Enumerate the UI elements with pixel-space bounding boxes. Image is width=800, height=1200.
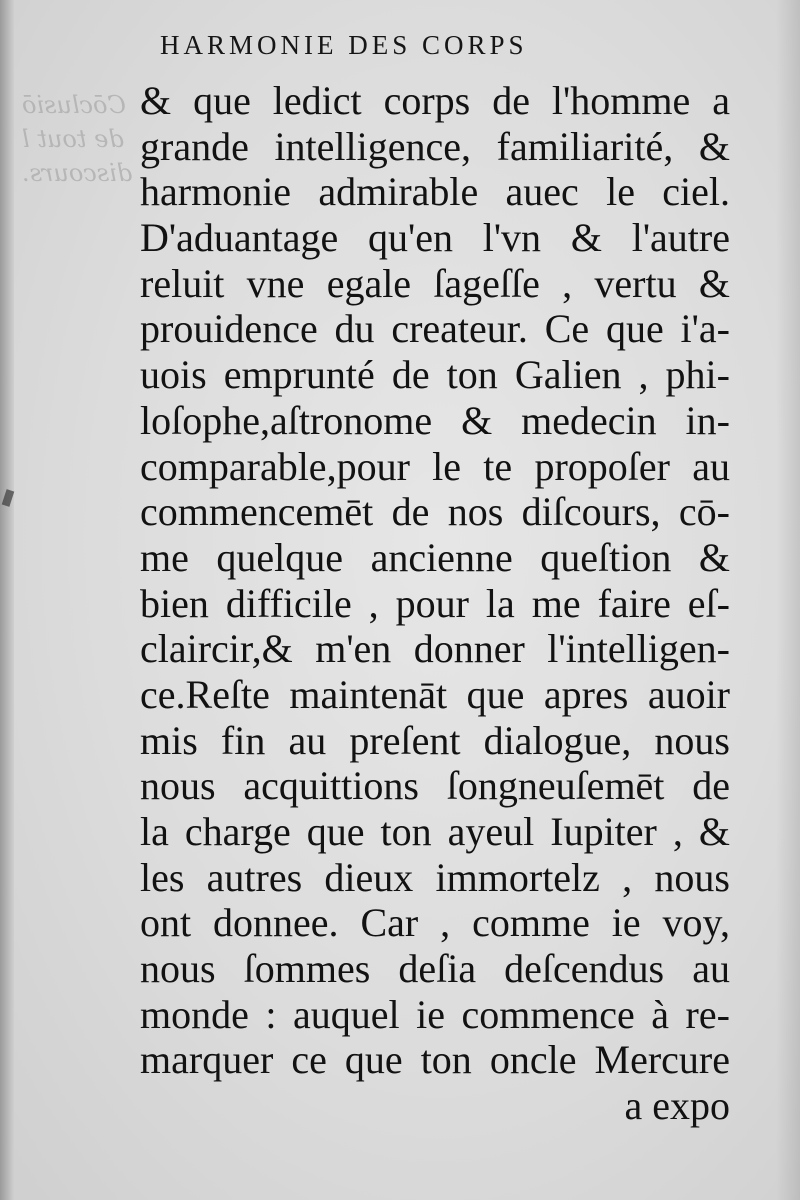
word: ,: [368, 580, 379, 626]
word: à: [651, 991, 670, 1037]
word: egale: [326, 260, 412, 306]
word: eſ-: [687, 580, 730, 626]
word: ,: [622, 854, 633, 900]
text-line: [140, 946, 730, 992]
word: nous: [654, 854, 730, 900]
word: autres: [206, 854, 303, 900]
text-line: [140, 306, 730, 352]
word: comparable,pour: [140, 443, 410, 489]
word: qu'en: [368, 215, 453, 261]
text-line: [140, 763, 730, 809]
word: dialogue,: [483, 717, 632, 763]
word: grande: [140, 123, 249, 169]
word: au: [288, 717, 327, 763]
word: ſageſſe: [433, 260, 540, 306]
word: que: [193, 78, 251, 123]
text-line: [140, 169, 730, 215]
word: bien: [140, 580, 209, 626]
body-text: [140, 78, 730, 1129]
word: nous: [654, 717, 730, 763]
word: ,: [638, 352, 649, 398]
word: preſent: [349, 717, 461, 763]
word: que: [306, 809, 365, 854]
text-line: [140, 855, 730, 901]
word: ont: [140, 900, 192, 946]
word: medecin: [521, 397, 657, 443]
word: nous: [140, 946, 216, 992]
word: ſongneuſemēt: [446, 763, 665, 809]
word: l'vn: [482, 215, 542, 261]
word: comme: [472, 900, 590, 946]
text-line: [140, 489, 730, 535]
running-head: HARMONIE DES CORPS: [160, 30, 528, 60]
catchword: a expo: [624, 1083, 730, 1129]
word: &: [461, 397, 493, 443]
word: voy,: [662, 900, 730, 946]
word: faire: [597, 580, 671, 626]
word: donnee.: [213, 900, 339, 946]
word: :: [265, 991, 277, 1037]
word: Ce: [544, 306, 590, 352]
text-line: [140, 261, 730, 307]
word: harmonie: [140, 169, 292, 215]
word: a: [712, 78, 730, 123]
word: ,: [562, 260, 573, 306]
text-line: [140, 535, 730, 581]
word: dieux: [324, 854, 414, 900]
text-line: [140, 444, 730, 490]
word: i'a-: [680, 306, 730, 352]
word: claircir,&: [140, 626, 293, 672]
word: ,: [672, 809, 683, 854]
text-line: [140, 1037, 730, 1083]
text-line: [140, 124, 730, 170]
word: de: [492, 78, 530, 123]
word: Galien: [514, 352, 622, 398]
word: au: [692, 443, 730, 489]
word: nous: [140, 763, 216, 809]
word: mis: [140, 717, 198, 763]
page-shadow: [776, 0, 800, 1200]
word: quelque: [216, 534, 344, 580]
word: vne: [246, 260, 305, 306]
word: prouidence: [140, 306, 318, 352]
word: emprunté: [223, 352, 375, 398]
word: le: [606, 169, 635, 215]
word: l'homme: [551, 78, 691, 123]
word: vertu: [594, 260, 677, 306]
word: ce: [291, 1037, 327, 1083]
word: difficile: [225, 580, 352, 626]
word: &: [698, 534, 730, 580]
word: charge: [184, 809, 291, 854]
binding-edge: [0, 0, 14, 1200]
word: Iupiter: [550, 809, 657, 854]
word: diſcours,: [521, 489, 661, 535]
word: pour: [395, 580, 469, 626]
word: oncle: [489, 1037, 577, 1083]
word: phi-: [665, 352, 730, 398]
word: re-: [685, 991, 730, 1037]
word: auquel: [293, 991, 400, 1037]
text-line: [140, 992, 730, 1038]
word: deſcendus: [504, 946, 665, 992]
bleed-line: Cōclusiō: [22, 91, 126, 119]
word: que: [344, 1037, 403, 1083]
word: D'aduantage: [140, 215, 339, 261]
word: propoſer: [534, 443, 670, 489]
text-line: [140, 809, 730, 855]
word: &: [698, 260, 730, 306]
word: intelligence,: [274, 123, 472, 169]
word: au: [692, 946, 730, 992]
word: createur.: [391, 306, 528, 352]
word: me: [531, 580, 581, 626]
bleed-through-text: [22, 88, 142, 190]
word: uois: [140, 352, 207, 398]
word: reluit: [140, 260, 225, 306]
word: corps: [383, 78, 471, 123]
word: que: [466, 671, 525, 717]
text-line: [140, 352, 730, 398]
bleed-line: discours.: [22, 159, 133, 187]
word: monde: [140, 991, 249, 1037]
word: ledict: [272, 78, 362, 123]
word: la: [140, 809, 169, 854]
word: fin: [220, 717, 266, 763]
bleed-line: de tout l: [22, 125, 124, 153]
word: immortelz: [435, 854, 600, 900]
text-line: [140, 398, 730, 444]
word: ayeul: [447, 809, 535, 854]
word: les: [140, 854, 185, 900]
word: ton: [420, 1037, 472, 1083]
word: auoir: [647, 671, 730, 717]
word: de: [692, 763, 730, 809]
word: queſtion: [540, 534, 672, 580]
word: maintenāt: [289, 671, 448, 717]
word: apres: [543, 671, 629, 717]
word: admirable: [318, 169, 479, 215]
word: Car: [360, 900, 419, 946]
word: te: [483, 443, 513, 489]
word: ie: [611, 900, 641, 946]
word: ton: [446, 352, 498, 398]
word: ,: [440, 900, 451, 946]
text-line: [140, 900, 730, 946]
word: du: [334, 306, 375, 352]
word: commencemēt: [140, 489, 374, 535]
text-line: [140, 718, 730, 764]
word: Mercure: [594, 1037, 730, 1083]
word: donner: [413, 626, 525, 672]
text-line: [140, 581, 730, 627]
word: ſommes: [243, 946, 371, 992]
word: loſophe,aſtronome: [140, 397, 433, 443]
word: ie: [416, 991, 445, 1037]
word: m'en: [315, 626, 392, 672]
word: de: [391, 489, 430, 535]
word: le: [432, 443, 462, 489]
word: l'autre: [631, 215, 730, 261]
text-line: [140, 626, 730, 672]
text-line: [140, 78, 730, 124]
word: acquittions: [243, 763, 419, 809]
word: ancienne: [370, 534, 513, 580]
word: la: [485, 580, 515, 626]
word: ce.Reſte: [140, 671, 270, 717]
word: ciel.: [662, 169, 730, 215]
word: commence: [461, 991, 635, 1037]
word: ton: [380, 809, 432, 854]
word: &: [570, 215, 602, 261]
word: que: [605, 306, 664, 352]
word: familiarité,: [496, 123, 674, 169]
word: &: [140, 78, 172, 123]
word: l'intelligen-: [547, 626, 730, 672]
word: in-: [685, 397, 730, 443]
text-line: [140, 672, 730, 718]
word: &: [698, 809, 730, 854]
catchword-line: [140, 1083, 730, 1129]
word: nos: [447, 489, 504, 535]
text-line: [140, 215, 730, 261]
word: me: [140, 534, 189, 580]
word: marquer: [140, 1037, 274, 1083]
word: &: [698, 123, 730, 169]
word: deſia: [398, 946, 477, 992]
word: de: [391, 352, 430, 398]
word: auec: [505, 169, 579, 215]
word: cō-: [678, 489, 730, 535]
